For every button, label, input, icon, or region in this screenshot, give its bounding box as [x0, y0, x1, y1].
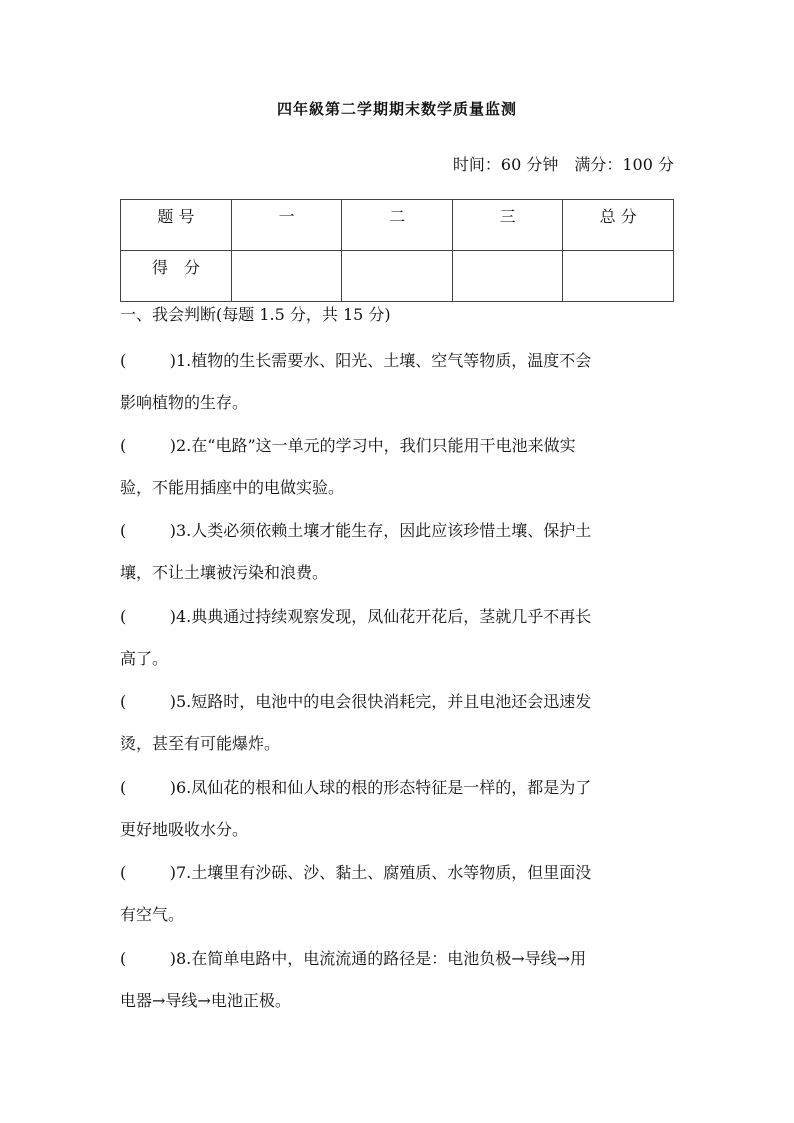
paren-open: ( [120, 949, 127, 968]
paren-open: ( [120, 607, 127, 626]
question-item [120, 852, 678, 936]
answer-blank[interactable] [120, 340, 176, 382]
score-cell-part-3[interactable] [452, 251, 563, 302]
question-text-line-2: 电器→导线→电池正极。 [120, 991, 291, 1010]
exam-title: 四年級第二学期期末数学质量监测 [276, 100, 517, 118]
answer-blank[interactable] [120, 938, 176, 980]
paren-open: ( [120, 778, 127, 797]
header-cell-part-3: 三 [452, 200, 563, 251]
question-item [120, 767, 678, 851]
answer-blank[interactable] [120, 852, 176, 894]
header-cell-part-2: 二 [342, 200, 453, 251]
paren-close: ) [169, 863, 176, 882]
paren-close: ) [169, 949, 176, 968]
paren-close: ) [169, 351, 176, 370]
header-cell-question-no: 题 号 [121, 200, 232, 251]
question-item [120, 681, 678, 765]
section-1-title: 一、我会判断(每题 1.5 分，共 15 分) [120, 305, 391, 324]
answer-blank[interactable] [120, 767, 176, 809]
question-text-line-2: 影响植物的生存。 [120, 393, 249, 412]
question-text-line-1: 短路时，电池中的电会很快消耗完，并且电池还会迅速发 [191, 692, 592, 711]
question-text-line-1: 植物的生长需要水、阳光、土壤、空气等物质，温度不会 [191, 351, 592, 370]
score-table-header-row [121, 200, 674, 251]
paren-close: ) [169, 521, 176, 540]
answer-blank[interactable] [120, 596, 176, 638]
paren-open: ( [120, 692, 127, 711]
question-number: 4. [176, 607, 192, 626]
question-text-line-2: 高了。 [120, 649, 169, 668]
question-text-line-1: 在简单电路中，电流流通的路径是：电池负极→导线→用 [191, 949, 587, 968]
question-text-line-2: 验，不能用插座中的电做实验。 [120, 478, 345, 497]
question-text-line-2: 壤，不让土壤被污染和浪费。 [120, 563, 329, 582]
question-text-line-2: 更好地吸收水分。 [120, 820, 249, 839]
paren-close: ) [169, 692, 176, 711]
question-item [120, 596, 678, 680]
header-cell-total: 总 分 [563, 200, 674, 251]
header-cell-part-1: 一 [231, 200, 342, 251]
score-table [120, 199, 674, 302]
paren-close: ) [169, 436, 176, 455]
answer-blank[interactable] [120, 681, 176, 723]
question-number: 5. [176, 692, 192, 711]
time-label: 时间：60 分钟 [452, 155, 559, 174]
question-number: 7. [176, 863, 192, 882]
question-item [120, 425, 678, 509]
question-text-line-1: 土壤里有沙砾、沙、黏土、腐殖质、水等物质，但里面没 [191, 863, 592, 882]
question-number: 2. [176, 436, 192, 455]
exam-meta [453, 152, 674, 175]
question-item [120, 340, 678, 424]
paren-open: ( [120, 863, 127, 882]
full-score-label: 满分：100 分 [574, 155, 674, 174]
question-item [120, 938, 678, 1022]
paren-open: ( [120, 351, 127, 370]
paren-open: ( [120, 436, 127, 455]
question-text-line-1: 凤仙花的根和仙人球的根的形态特征是一样的，都是为了 [191, 778, 592, 797]
question-number: 3. [176, 521, 192, 540]
question-item [120, 510, 678, 594]
question-text-line-1: 人类必须依赖土壤才能生存，因此应该珍惜土壤、保护土 [191, 521, 592, 540]
question-text-line-1: 在“电路”这一单元的学习中，我们只能用干电池来做实 [191, 436, 576, 455]
question-text-line-1: 典典通过持续观察发现，凤仙花开花后，茎就几乎不再长 [191, 607, 592, 626]
answer-blank[interactable] [120, 425, 176, 467]
question-text-line-2: 烫，甚至有可能爆炸。 [120, 734, 281, 753]
answer-blank[interactable] [120, 510, 176, 552]
paren-close: ) [169, 607, 176, 626]
score-cell-part-2[interactable] [342, 251, 453, 302]
paren-open: ( [120, 521, 127, 540]
question-number: 6. [176, 778, 192, 797]
score-cell-total[interactable] [563, 251, 674, 302]
score-row-label: 得 分 [121, 251, 232, 302]
score-table-score-row [121, 251, 674, 302]
question-text-line-2: 有空气。 [120, 905, 185, 924]
paren-close: ) [169, 778, 176, 797]
question-number: 1. [176, 351, 192, 370]
question-number: 8. [176, 949, 192, 968]
score-cell-part-1[interactable] [231, 251, 342, 302]
